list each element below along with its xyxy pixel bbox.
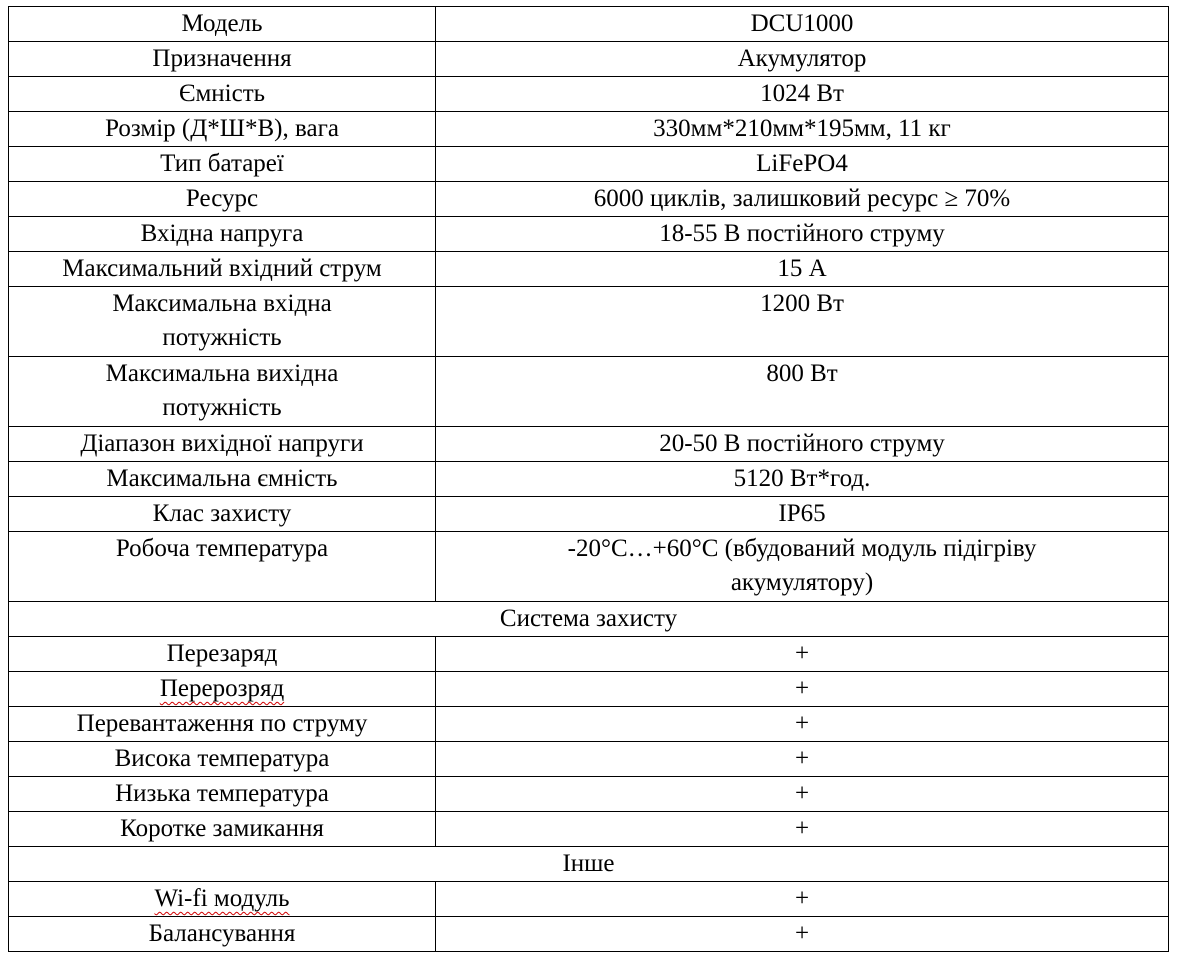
row-label: Клас захисту (9, 497, 436, 532)
row-label: Низька температура (9, 777, 436, 812)
table-row-purpose (9, 42, 1169, 77)
table-row-low-temperature (9, 777, 1169, 812)
section-header-protection (9, 602, 1169, 637)
table-row-wifi-module (9, 882, 1169, 917)
row-value: Акумулятор (436, 42, 1169, 77)
row-value: -20°C…+60°C (вбудований модуль підігріву акумулятору) (436, 532, 1169, 602)
row-label (9, 882, 436, 917)
row-value: + (436, 707, 1169, 742)
table-row-max-output-power (9, 357, 1169, 427)
row-value: 6000 циклів, залишковий ресурс ≥ 70% (436, 182, 1169, 217)
table-row-max-capacity (9, 462, 1169, 497)
table-row-lifecycle (9, 182, 1169, 217)
row-label: Перевантаження по струму (9, 707, 436, 742)
row-value: 18-55 В постійного струму (436, 217, 1169, 252)
row-value: LiFePO4 (436, 147, 1169, 182)
row-value: + (436, 812, 1169, 847)
table-row-protection-class (9, 497, 1169, 532)
row-label: Розмір (Д*Ш*В), вага (9, 112, 436, 147)
row-value: 1200 Вт (436, 287, 1169, 357)
row-label: Модель (9, 7, 436, 42)
row-label: Максимальна вихідна потужність (9, 357, 436, 427)
row-label-text: Перерозряд (159, 675, 285, 702)
row-value: + (436, 777, 1169, 812)
table-row-battery-type (9, 147, 1169, 182)
row-label: Вхідна напруга (9, 217, 436, 252)
row-label: Балансування (9, 917, 436, 952)
table-row-balancing (9, 917, 1169, 952)
table-row-short-circuit (9, 812, 1169, 847)
row-value: 330мм*210мм*195мм, 11 кг (436, 112, 1169, 147)
row-value: 15 А (436, 252, 1169, 287)
row-label: Коротке замикання (9, 812, 436, 847)
table-row-input-voltage (9, 217, 1169, 252)
row-value: 800 Вт (436, 357, 1169, 427)
row-label: Висока температура (9, 742, 436, 777)
row-value: 1024 Вт (436, 77, 1169, 112)
table-row-operating-temperature (9, 532, 1169, 602)
row-label: Діапазон вихідної напруги (9, 427, 436, 462)
row-label: Перезаряд (9, 637, 436, 672)
table-row-model (9, 7, 1169, 42)
section-title: Інше (9, 847, 1169, 882)
row-label: Максимальний вхідний струм (9, 252, 436, 287)
row-label: Ресурс (9, 182, 436, 217)
section-title: Система захисту (9, 602, 1169, 637)
section-header-other (9, 847, 1169, 882)
row-label: Максимальна ємність (9, 462, 436, 497)
row-value: DCU1000 (436, 7, 1169, 42)
row-value: + (436, 882, 1169, 917)
row-value: + (436, 917, 1169, 952)
row-label: Ємність (9, 77, 436, 112)
row-value: + (436, 742, 1169, 777)
row-value: + (436, 672, 1169, 707)
row-label-text: Wi-fi модуль (154, 885, 290, 912)
table-row-high-temperature (9, 742, 1169, 777)
row-label: Максимальна вхідна потужність (9, 287, 436, 357)
table-row-max-input-current (9, 252, 1169, 287)
table-row-overcharge (9, 637, 1169, 672)
table-row-capacity (9, 77, 1169, 112)
row-value: + (436, 637, 1169, 672)
row-value: IP65 (436, 497, 1169, 532)
table-row-output-voltage-range (9, 427, 1169, 462)
table-row-overcurrent (9, 707, 1169, 742)
row-label: Тип батареї (9, 147, 436, 182)
row-value: 5120 Вт*год. (436, 462, 1169, 497)
table-row-overdischarge (9, 672, 1169, 707)
specifications-table (8, 6, 1169, 952)
row-value: 20-50 В постійного струму (436, 427, 1169, 462)
row-label: Робоча температура (9, 532, 436, 602)
row-label: Призначення (9, 42, 436, 77)
table-row-max-input-power (9, 287, 1169, 357)
table-row-size-weight (9, 112, 1169, 147)
row-label (9, 672, 436, 707)
